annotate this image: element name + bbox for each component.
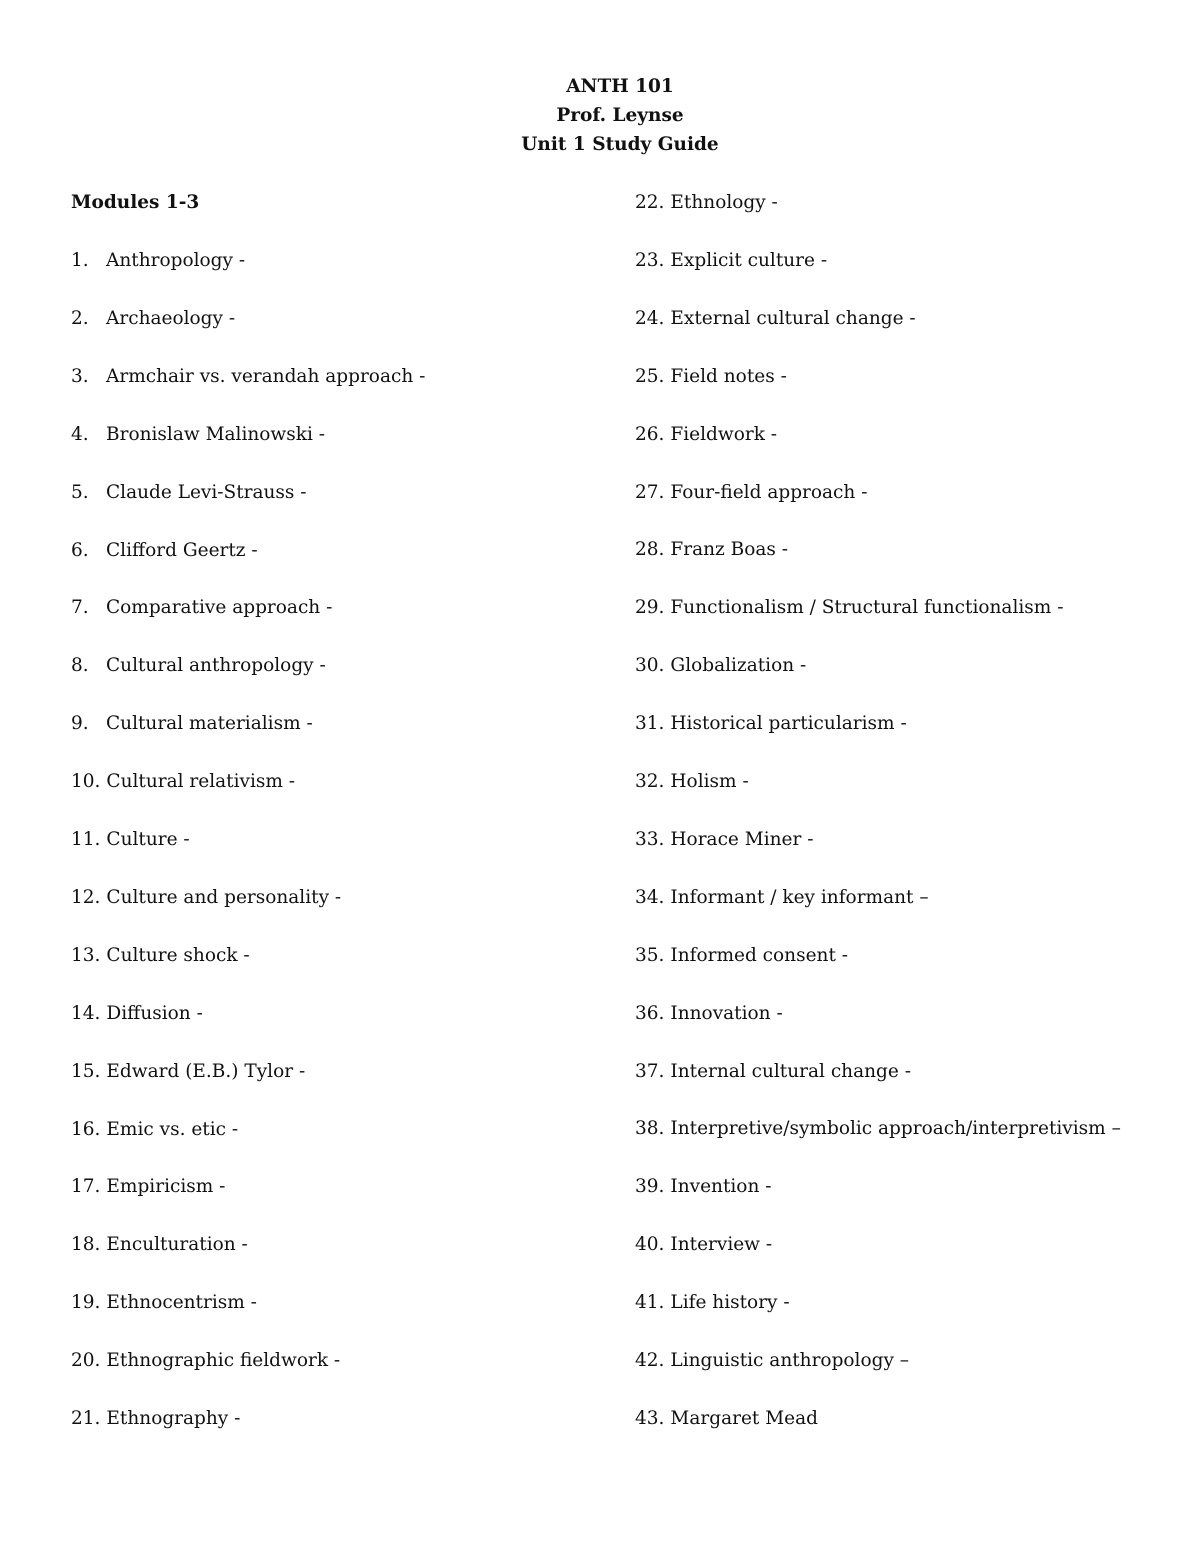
study-term-item: [71, 1349, 340, 1373]
term-text: Claude Levi-Strauss -: [106, 482, 307, 503]
term-number: 15.: [71, 1061, 101, 1082]
term-text: Ethnocentrism -: [106, 1292, 257, 1313]
term-number: 31.: [635, 713, 665, 734]
term-text: Field notes -: [670, 366, 787, 387]
term-text: Armchair vs. verandah approach -: [106, 366, 426, 387]
term-number: 9.: [71, 713, 89, 734]
term-text: Informant / key informant –: [670, 887, 929, 908]
term-text: Cultural relativism -: [106, 771, 296, 792]
term-text: Holism -: [670, 771, 749, 792]
study-term-item: [71, 828, 190, 852]
term-number: 40.: [635, 1234, 665, 1255]
study-term-item: [71, 886, 341, 910]
study-term-item: [71, 1060, 305, 1084]
study-term-item: [71, 770, 295, 794]
course-code: ANTH 101: [566, 76, 674, 97]
term-number: 35.: [635, 945, 665, 966]
term-number: 27.: [635, 482, 665, 503]
study-term-item: [635, 1291, 790, 1315]
study-term-item: [635, 365, 787, 389]
term-number: 13.: [71, 945, 101, 966]
term-number: 39.: [635, 1176, 665, 1197]
term-text: Cultural materialism -: [106, 713, 313, 734]
study-term-item: [635, 423, 777, 447]
section-heading: Modules 1-3: [71, 192, 200, 213]
term-number: 28.: [635, 539, 665, 560]
term-text: External cultural change -: [670, 308, 916, 329]
term-number: 7.: [71, 597, 89, 618]
term-text: Franz Boas -: [670, 539, 789, 560]
term-number: 34.: [635, 887, 665, 908]
study-term-item: [71, 423, 325, 447]
document-header: [0, 72, 1200, 159]
term-number: 16.: [71, 1119, 101, 1140]
study-term-item: [71, 944, 250, 968]
term-number: 18.: [71, 1234, 101, 1255]
term-number: 10.: [71, 771, 101, 792]
study-term-item: [71, 307, 235, 331]
term-text: Historical particularism -: [670, 713, 907, 734]
study-term-item: [635, 944, 848, 968]
term-number: 43.: [635, 1408, 665, 1429]
term-text: Culture and personality -: [106, 887, 342, 908]
term-number: 12.: [71, 887, 101, 908]
study-term-item: [635, 481, 867, 505]
term-number: 37.: [635, 1061, 665, 1082]
study-term-item: [635, 249, 827, 273]
term-number: 23.: [635, 250, 665, 271]
term-number: 36.: [635, 1003, 665, 1024]
term-number: 24.: [635, 308, 665, 329]
term-number: 19.: [71, 1292, 101, 1313]
term-text: Enculturation -: [106, 1234, 248, 1255]
term-text: Clifford Geertz -: [106, 540, 258, 561]
term-text: Culture -: [106, 829, 190, 850]
study-term-item: [635, 770, 749, 794]
study-term-item: [71, 654, 326, 678]
study-term-item: [635, 1233, 772, 1257]
term-text: Invention -: [670, 1176, 772, 1197]
study-term-item: [635, 1117, 1121, 1141]
term-number: 21.: [71, 1408, 101, 1429]
term-number: 3.: [71, 366, 89, 387]
term-text: Four-field approach -: [670, 482, 868, 503]
term-text: Internal cultural change -: [670, 1061, 911, 1082]
term-text: Informed consent -: [670, 945, 849, 966]
term-number: 5.: [71, 482, 89, 503]
study-term-item: [635, 307, 916, 331]
term-text: Margaret Mead: [670, 1408, 818, 1429]
term-text: Linguistic anthropology –: [670, 1350, 910, 1371]
term-text: Ethnology -: [670, 192, 778, 213]
term-number: 29.: [635, 597, 665, 618]
term-text: Horace Miner -: [670, 829, 814, 850]
professor-name: Prof. Leynse: [556, 105, 684, 126]
term-text: Ethnographic fieldwork -: [106, 1350, 341, 1371]
term-text: Diffusion -: [106, 1003, 203, 1024]
term-text: Globalization -: [670, 655, 807, 676]
term-text: Emic vs. etic -: [106, 1119, 239, 1140]
term-number: 11.: [71, 829, 101, 850]
term-text: Edward (E.B.) Tylor -: [106, 1061, 306, 1082]
study-term-item: [71, 1291, 257, 1315]
study-term-item: [635, 1349, 909, 1373]
study-term-item: [71, 1407, 240, 1431]
study-term-item: [635, 1407, 818, 1431]
term-text: Fieldwork -: [670, 424, 778, 445]
study-term-item: [71, 539, 258, 563]
study-term-item: [635, 191, 778, 215]
study-term-item: [635, 596, 1063, 620]
term-text: Bronislaw Malinowski -: [106, 424, 326, 445]
term-number: 17.: [71, 1176, 101, 1197]
term-text: Empiricism -: [106, 1176, 226, 1197]
study-term-item: [71, 481, 307, 505]
term-number: 33.: [635, 829, 665, 850]
term-number: 41.: [635, 1292, 665, 1313]
study-term-item: [71, 712, 313, 736]
term-text: Functionalism / Structural functionalism -: [670, 597, 1064, 618]
study-term-item: [71, 365, 425, 389]
term-number: 42.: [635, 1350, 665, 1371]
term-number: 32.: [635, 771, 665, 792]
term-text: Innovation -: [670, 1003, 783, 1024]
term-text: Cultural anthropology -: [106, 655, 326, 676]
study-term-item: [71, 1118, 238, 1142]
term-text: Ethnography -: [106, 1408, 241, 1429]
term-text: Explicit culture -: [670, 250, 828, 271]
study-term-item: [71, 1233, 248, 1257]
study-term-item: [71, 249, 245, 273]
study-term-item: [71, 596, 332, 620]
document-title: Unit 1 Study Guide: [521, 134, 719, 155]
term-text: Life history -: [670, 1292, 790, 1313]
study-term-item: [71, 1002, 203, 1026]
term-number: 14.: [71, 1003, 101, 1024]
term-number: 8.: [71, 655, 89, 676]
study-term-item: [635, 712, 907, 736]
term-text: Culture shock -: [106, 945, 250, 966]
term-number: 25.: [635, 366, 665, 387]
study-term-item: [71, 1175, 225, 1199]
term-text: Archaeology -: [106, 308, 236, 329]
term-number: 2.: [71, 308, 89, 329]
term-number: 4.: [71, 424, 89, 445]
term-text: Interview -: [670, 1234, 773, 1255]
term-text: Comparative approach -: [106, 597, 333, 618]
term-text: Interpretive/symbolic approach/interpretivism –: [670, 1118, 1121, 1139]
term-number: 26.: [635, 424, 665, 445]
term-number: 38.: [635, 1118, 665, 1139]
study-term-item: [635, 538, 788, 562]
study-term-item: [635, 886, 929, 910]
term-number: 20.: [71, 1350, 101, 1371]
study-term-item: [635, 828, 813, 852]
study-term-item: [635, 1175, 772, 1199]
term-text: Anthropology -: [106, 250, 246, 271]
term-number: 22.: [635, 192, 665, 213]
study-term-item: [635, 1002, 783, 1026]
study-term-item: [635, 1060, 911, 1084]
term-number: 1.: [71, 250, 89, 271]
study-term-item: [635, 654, 806, 678]
term-number: 30.: [635, 655, 665, 676]
term-number: 6.: [71, 540, 89, 561]
